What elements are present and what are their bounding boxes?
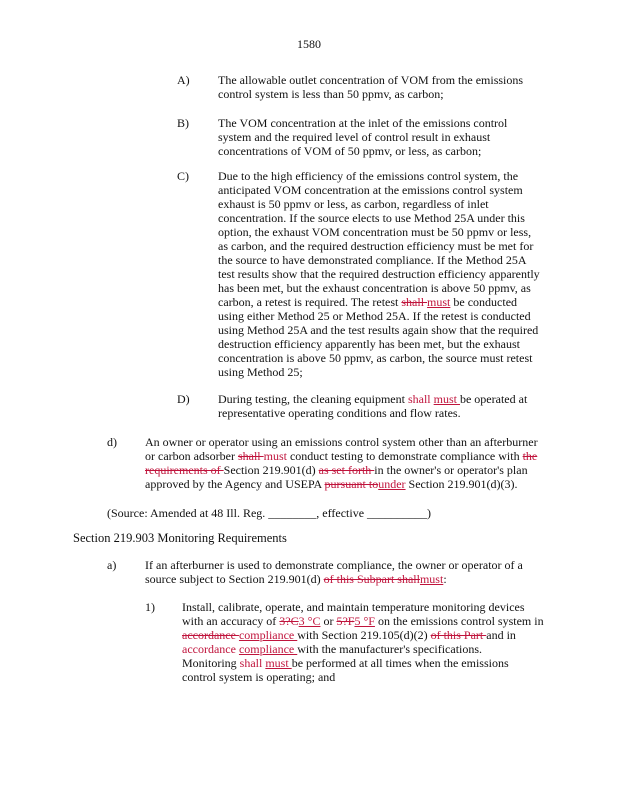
- text-line: [145, 449, 538, 463]
- text-line: [218, 225, 540, 239]
- inserted-text: 5 °F: [354, 614, 375, 628]
- text: as carbon, and the required destruction efficiency must be met for: [218, 239, 534, 253]
- revised-text: must: [263, 449, 287, 463]
- text: The VOM concentration at the inlet of the emissions control: [218, 116, 508, 130]
- text-line: [145, 463, 538, 477]
- inserted-text: must: [433, 392, 460, 406]
- text: be performed at all times when the emissions: [291, 656, 509, 670]
- subsection-d-label: d): [107, 435, 117, 449]
- text: Install, calibrate, operate, and maintain temperature monitoring devices: [182, 600, 525, 614]
- text-line: [218, 211, 540, 225]
- deleted-text: 5?F: [336, 614, 355, 628]
- text: concentration is above 50 ppmv, as carbon, the source must retest: [218, 351, 533, 365]
- source-note: [107, 506, 431, 520]
- subsection-a-label: a): [107, 558, 117, 572]
- text: system and the required level of control result in exhaust: [218, 130, 491, 144]
- text: approved by the Agency and USEPA: [145, 477, 325, 491]
- text: An owner or operator using an emissions control system other than an afterburner: [145, 435, 538, 449]
- item-label-A: A): [177, 73, 190, 87]
- text: with an accuracy of: [182, 614, 280, 628]
- deleted-text: of this Part: [430, 628, 487, 642]
- deleted-text: pursuant to: [324, 477, 379, 491]
- text: using Method 25;: [218, 365, 303, 379]
- text: with Section 219.105(d)(2): [297, 628, 431, 642]
- text-line: [218, 337, 540, 351]
- text-line: [218, 406, 527, 420]
- text: concentration. If the source elects to use Method 25A under this: [218, 211, 525, 225]
- text: :: [443, 572, 447, 586]
- inserted-text: must: [419, 572, 444, 586]
- text: destruction efficiency apparently has been met, but the exhaust: [218, 337, 521, 351]
- text: or carbon adsorber: [145, 449, 238, 463]
- deleted-text: shall: [237, 449, 264, 463]
- text-line: [182, 600, 544, 614]
- text: has been met, but the exhaust concentration is above 50 ppmv, as: [218, 281, 531, 295]
- source-effective: , effective: [316, 506, 368, 520]
- text-line: [182, 642, 544, 656]
- text-line: [218, 323, 540, 337]
- text-line: [145, 435, 538, 449]
- text: conduct testing to demonstrate compliance with: [286, 449, 523, 463]
- text: control system is operating; and: [182, 670, 336, 684]
- text-line: [182, 628, 544, 642]
- text-line: [182, 614, 544, 628]
- source-prefix: (Source: Amended at 48 Ill. Reg.: [107, 506, 269, 520]
- inserted-text: compliance: [238, 628, 298, 642]
- page-number: 1580: [297, 37, 321, 51]
- text-line: [145, 477, 538, 491]
- text-line: [218, 392, 527, 406]
- text: be conducted: [450, 295, 518, 309]
- source-blank-date: __________: [367, 506, 428, 520]
- text-line: [182, 670, 544, 684]
- deleted-text: 3?C: [279, 614, 299, 628]
- revised-text: accordance: [182, 642, 239, 656]
- text: Due to the high efficiency of the emissions control system, the: [218, 169, 519, 183]
- inserted-text: under: [378, 477, 406, 491]
- inserted-text: 3 °C: [298, 614, 321, 628]
- text-line: [218, 309, 540, 323]
- text: using either Method 25 or Method 25A. If the retest is conducted: [218, 309, 531, 323]
- item-label-B: B): [177, 116, 189, 130]
- text: concentrations of VOM of 50 ppmv, or less, as carbon;: [218, 144, 482, 158]
- text-line: [145, 558, 523, 572]
- text: exhaust is 50 ppmv or less, as carbon, regardless of inlet: [218, 197, 489, 211]
- paragraph-B: [218, 116, 507, 158]
- text: representative operating conditions and flow rates.: [218, 406, 461, 420]
- text: control system is less than 50 ppmv, as carbon;: [218, 87, 444, 101]
- deleted-text: shall: [401, 295, 428, 309]
- text: test results show that the required destruction efficiency apparently: [218, 267, 540, 281]
- text: During testing, the cleaning equipment: [218, 392, 408, 406]
- paragraph-C: [218, 169, 540, 379]
- revised-text: shall: [407, 392, 434, 406]
- deleted-text: accordance: [182, 628, 239, 642]
- text: Monitoring: [182, 656, 240, 670]
- subsection-a-text: [145, 558, 523, 586]
- deleted-text: as set forth: [318, 463, 375, 477]
- text-line: [218, 130, 507, 144]
- text: The allowable outlet concentration of VOM from the emissions: [218, 73, 524, 87]
- text: If an afterburner is used to demonstrate compliance, the owner or operator of a: [145, 558, 523, 572]
- item-1-label: 1): [145, 600, 155, 614]
- deleted-text: of this Subpart shall: [323, 572, 420, 586]
- text-line: [218, 144, 507, 158]
- text-line: [218, 295, 540, 309]
- text: Section 219.901(d)(3).: [405, 477, 518, 491]
- text-line: [218, 197, 540, 211]
- text: be operated at: [459, 392, 528, 406]
- inserted-text: compliance: [238, 642, 298, 656]
- text: and in: [486, 628, 516, 642]
- text: carbon, a retest is required. The retest: [218, 295, 402, 309]
- text: on the emissions control system in: [374, 614, 544, 628]
- subsection-d-text: [145, 435, 538, 491]
- item-1-text: [182, 600, 544, 684]
- inserted-text: must: [427, 295, 451, 309]
- text-line: [182, 656, 544, 670]
- text: source subject to Section 219.901(d): [145, 572, 324, 586]
- source-suffix: ): [427, 506, 432, 520]
- paragraph-A: [218, 73, 523, 101]
- text-line: [218, 116, 507, 130]
- text-line: [218, 73, 523, 87]
- paragraph-D: [218, 392, 527, 420]
- text-line: [218, 281, 540, 295]
- text: the source to have demonstrated compliance. If the Method 25A: [218, 253, 527, 267]
- text-line: [218, 267, 540, 281]
- text-line: [218, 183, 540, 197]
- text: with the manufacturer's specifications.: [297, 642, 483, 656]
- text-line: [218, 169, 540, 183]
- text-line: [218, 351, 540, 365]
- text-line: [218, 87, 523, 101]
- text-line: [145, 572, 523, 586]
- text-line: [218, 239, 540, 253]
- text: option, the exhaust VOM concentration must be 50 ppmv or less,: [218, 225, 532, 239]
- text: in the owner's or operator's plan: [374, 463, 528, 477]
- text: anticipated VOM concentration at the emissions control system: [218, 183, 523, 197]
- deleted-text: requirements of: [145, 463, 224, 477]
- text: Section 219.901(d): [223, 463, 319, 477]
- text: using Method 25A and the test results again show that the required: [218, 323, 539, 337]
- source-blank-reg: ________: [268, 506, 317, 520]
- item-label-C: C): [177, 169, 189, 183]
- deleted-text: the: [522, 449, 538, 463]
- revised-text: shall: [239, 656, 266, 670]
- inserted-text: must: [265, 656, 292, 670]
- item-label-D: D): [177, 392, 190, 406]
- text-line: [218, 253, 540, 267]
- text: or: [320, 614, 337, 628]
- section-heading: Section 219.903 Monitoring Requirements: [73, 531, 287, 545]
- text-line: [218, 365, 540, 379]
